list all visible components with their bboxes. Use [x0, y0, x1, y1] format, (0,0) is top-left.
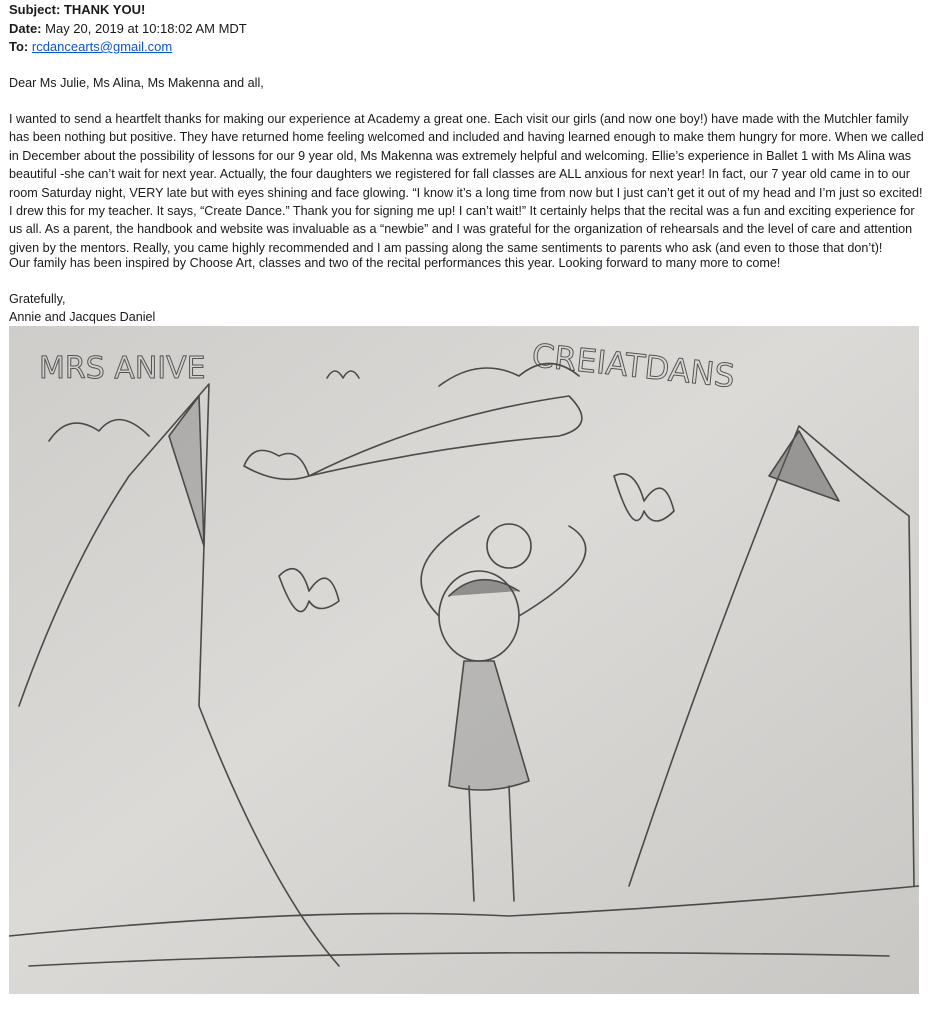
- to-label: To:: [9, 39, 29, 54]
- date-label: Date:: [9, 21, 42, 36]
- child-drawing-image: [9, 326, 919, 994]
- recipient-email-link[interactable]: rcdancearts@gmail.com: [31, 39, 173, 54]
- body-paragraph-2: Our family has been inspired by Choose Art, classes and two of the recital performances this year. Looking forward to many more to come!: [9, 256, 781, 270]
- body-paragraph: I wanted to send a heartfelt thanks for making our experience at Academy a great one. Each visit our girls (and now one boy!) have made with the Mutchler family has been nothing but positive. They have returned home feeling welcomed and included and having learned enough to make them hungry for more. When we called in December about the possibility of lessons for our 9 year old, Ms Makenna was extremely helpful and welcoming. Ellie’s experience in Ballet 1 with Ms Alina was beautiful -she can’t wait for next year. Actually, the four daughters we registered for fall classes are ALL anxious for next year! In fact, our 7 year old came in to our room Saturday night, VERY late but with eyes shining and face glowing. “I know it’s a long time from now but I just can’t get it out of my head and I’m just so excited! I drew this for my teacher. It says, “Create Dance.” Thank you for signing me up! I can’t wait!” It certainly helps that the recital was a fun and exciting experience for us all. As a parent, the handbook and website was invaluable as a “newbie” and I was grateful for the organization of rehearsals and the level of care and attention given by the mentors. Really, you came highly recommended and I am passing along the same sentiments to parents who ask (and even to those that don’t)!: [9, 112, 924, 255]
- date-line: [9, 20, 247, 38]
- drawing-text-left: MRS ANIVE: [39, 351, 206, 386]
- subject-label: Subject:: [9, 2, 61, 17]
- signature: Annie and Jacques Daniel: [9, 310, 156, 324]
- to-line: [9, 38, 172, 56]
- subject-text: THANK YOU!: [63, 2, 146, 17]
- closing: Gratefully,: [9, 292, 66, 306]
- drawing-text-right: CREIATDANS: [530, 336, 737, 396]
- subject-line: [9, 1, 145, 19]
- paper-background: [9, 326, 919, 994]
- date-text: May 20, 2019 at 10:18:02 AM MDT: [45, 21, 247, 36]
- greeting: Dear Ms Julie, Ms Alina, Ms Makenna and all,: [9, 76, 264, 90]
